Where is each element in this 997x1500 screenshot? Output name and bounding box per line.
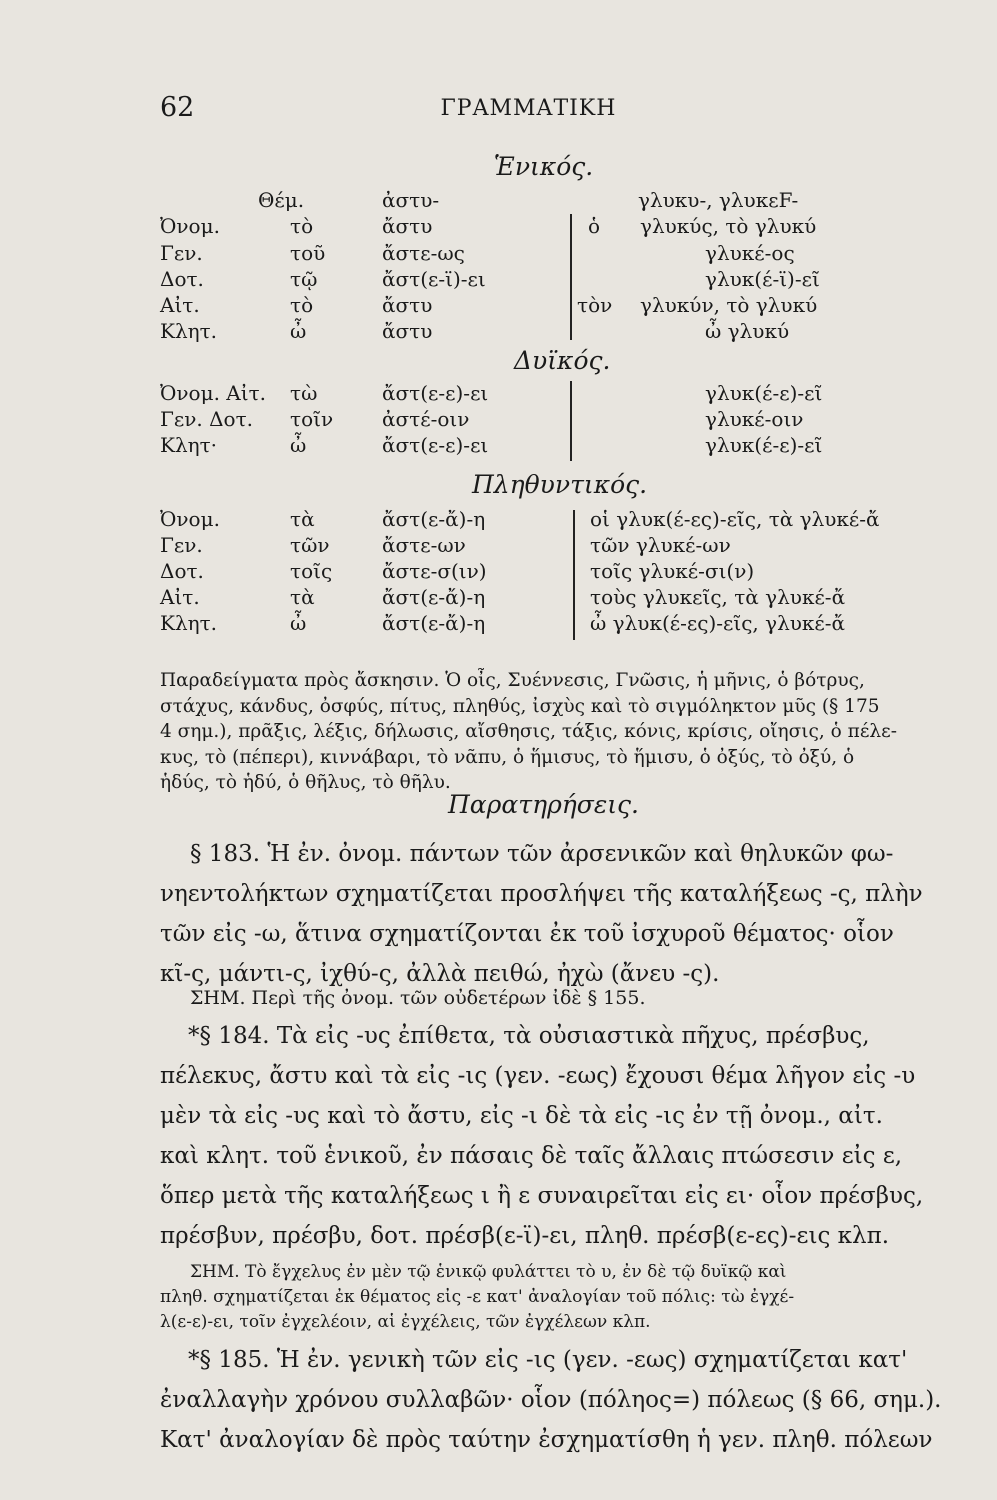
- article: τῶν: [290, 533, 330, 557]
- noun-form: ἄστ(ε-ϊ)-ει: [382, 267, 486, 291]
- article: τὼ: [290, 381, 318, 405]
- noun-form: ἄστε-ων: [382, 533, 466, 557]
- noun-form: ἄστε-ως: [382, 241, 465, 265]
- case-label: Γεν.: [160, 533, 203, 557]
- adj-form: γλυκύν, τὸ γλυκύ: [640, 293, 818, 317]
- noun-form: ἄστ(ε-ἄ)-η: [382, 507, 486, 531]
- note-184: [160, 1260, 950, 1335]
- section-dual: Δυϊκός.: [514, 346, 611, 375]
- adj-form: γλυκέ-οιν: [705, 407, 804, 431]
- article: ὦ: [290, 433, 307, 457]
- adj-form: γλυκέ-ος: [705, 241, 795, 265]
- case-label: Αἰτ.: [160, 293, 200, 317]
- text-line: ὅπερ μετὰ τῆς καταλήξεως ι ἢ ε συναιρεῖται εἰς ει· οἷον πρέσβυς,: [160, 1183, 924, 1209]
- noun-form: ἄστυ: [382, 293, 433, 317]
- case-label: Κλητ.: [160, 611, 218, 635]
- case-label: Γεν. Δοτ.: [160, 407, 254, 431]
- running-title: ΓΡΑΜΜΑΤΙΚΗ: [440, 96, 617, 121]
- adj-form: ὦ γλυκ(έ-ες)-εῖς, γλυκέ-ἄ: [590, 611, 846, 635]
- text-line: τῶν εἰς -ω, ἅτινα σχηματίζονται ἐκ τοῦ ἰσχυροῦ θέματος· οἷον: [160, 921, 894, 947]
- article: τοῖν: [290, 407, 334, 431]
- adj-form: τοῖς γλυκέ-σι(ν): [590, 559, 755, 583]
- adj-form: ὦ γλυκύ: [705, 319, 790, 343]
- adj-article: ὁ: [588, 214, 601, 238]
- noun-form: ἄστ(ε-ἄ)-η: [382, 585, 486, 609]
- text-line: πρέσβυν, πρέσβυ, δοτ. πρέσβ(ε-ϊ)-ει, πληθ. πρέσβ(ε-ες)-εις κλπ.: [160, 1223, 890, 1249]
- section-plural: Πληθυντικός.: [472, 470, 648, 499]
- text-line: ΣΗΜ. Τὸ ἔγχελυς ἐν μὲν τῷ ἑνικῷ φυλάττει τὸ υ, ἐν δὲ τῷ δυϊκῷ καὶ: [190, 1262, 787, 1282]
- noun-form: ἀστέ-οιν: [382, 407, 470, 431]
- case-label: Ὀνομ. Αἰτ.: [160, 381, 267, 405]
- case-label: Αἰτ.: [160, 585, 200, 609]
- adj-stem: γλυκυ-, γλυκεF-: [638, 188, 799, 212]
- case-label: Γεν.: [160, 241, 203, 265]
- article: ὦ: [290, 611, 307, 635]
- text-line: ΣΗΜ. Περὶ τῆς ὀνομ. τῶν οὐδετέρων ἰδὲ § 155.: [190, 987, 646, 1009]
- noun-form: ἄστ(ε-ε)-ει: [382, 381, 489, 405]
- case-label: Δοτ.: [160, 267, 204, 291]
- case-label: Ὀνομ.: [160, 214, 220, 238]
- text-line: στάχυς, κάνδυς, ὀσφύς, πίτυς, πληθύς, ἰσχὺς καὶ τὸ σιγμόληκτον μῦς (§ 175: [160, 695, 880, 717]
- article: ὦ: [290, 319, 307, 343]
- adj-form: γλυκ(έ-ϊ)-εῖ: [705, 267, 820, 291]
- noun-form: ἄστ(ε-ἄ)-η: [382, 611, 486, 635]
- article: τὸ: [290, 293, 314, 317]
- article: τὰ: [290, 507, 315, 531]
- adj-form: γλυκ(έ-ε)-εῖ: [705, 381, 823, 405]
- paragraph-185: [160, 1340, 950, 1460]
- text-line: μὲν τὰ εἰς -υς καὶ τὸ ἄστυ, εἰς -ι δὲ τὰ εἰς -ις ἐν τῇ ὀνομ., αἰτ.: [160, 1103, 883, 1129]
- paragraph-184: [160, 1016, 950, 1256]
- case-label: Δοτ.: [160, 559, 204, 583]
- adj-form: τῶν γλυκέ-ων: [590, 533, 731, 557]
- adj-form: γλυκ(έ-ε)-εῖ: [705, 433, 823, 457]
- adj-form: τοὺς γλυκεῖς, τὰ γλυκέ-ἄ: [590, 585, 846, 609]
- note-183: [160, 984, 950, 1012]
- noun-stem: ἀστυ-: [382, 188, 440, 212]
- page-number: 62: [160, 92, 195, 123]
- noun-form: ἄστυ: [382, 319, 433, 343]
- theme-label: Θέμ.: [258, 188, 305, 212]
- text-line: πέλεκυς, ἄστυ καὶ τὰ εἰς -ις (γεν. -εως) ἔχουσι θέμα λῆγον εἰς -υ: [160, 1063, 916, 1089]
- text-line: Παραδείγματα πρὸς ἄσκησιν. Ὁ οἶς, Συέννεσις, Γνῶσις, ἡ μῆνις, ὁ βότρυς,: [160, 670, 865, 691]
- adj-form: γλυκύς, τὸ γλυκύ: [640, 214, 817, 238]
- article: τὸ: [290, 214, 314, 238]
- text-line: καὶ κλητ. τοῦ ἑνικοῦ, ἐν πάσαις δὲ ταῖς ἄλλαις πτώσεσιν εἰς ε,: [160, 1143, 903, 1169]
- adj-article: τὸν: [577, 293, 613, 317]
- noun-form: ἄστε-σ(ιν): [382, 559, 487, 583]
- article: τοῖς: [290, 559, 333, 583]
- column-divider: [573, 510, 575, 640]
- column-divider: [570, 381, 572, 461]
- text-line: § 183. Ἡ ἐν. ὀνομ. πάντων τῶν ἀρσενικῶν καὶ θηλυκῶν φω-: [190, 841, 894, 867]
- text-line: κῖ-ς, μάντι-ς, ἰχθύ-ς, ἀλλὰ πειθώ, ἠχὼ (ἄνευ -ς).: [160, 961, 720, 987]
- text-line: νηεντολήκτων σχηματίζεται προσλήψει τῆς καταλήξεως -ς, πλὴν: [160, 881, 923, 907]
- paragraph-183: [160, 834, 950, 994]
- case-label: Κλητ.: [160, 319, 218, 343]
- observations-heading: Παρατηρήσεις.: [448, 790, 639, 819]
- noun-form: ἄστυ: [382, 214, 433, 238]
- text-line: *§ 184. Τὰ εἰς -υς ἐπίθετα, τὰ οὐσιαστικὰ πῆχυς, πρέσβυς,: [188, 1023, 870, 1049]
- case-label: Κλητ·: [160, 433, 218, 457]
- text-line: *§ 185. Ἡ ἐν. γενικὴ τῶν εἰς -ις (γεν. -εως) σχηματίζεται κατ': [188, 1347, 908, 1373]
- article: τὰ: [290, 585, 315, 609]
- adj-form: οἱ γλυκ(έ-ες)-εῖς, τὰ γλυκέ-ἄ: [590, 507, 880, 531]
- article: τῷ: [290, 267, 318, 291]
- noun-form: ἄστ(ε-ε)-ει: [382, 433, 489, 457]
- text-line: κυς, τὸ (πέπερι), κιννάβαρι, τὸ νᾶπυ, ὁ ἥμισυς, τὸ ἥμισυ, ὁ ὀξύς, τὸ ὀξύ, ὁ: [160, 746, 855, 768]
- text-line: 4 σημ.), πρᾶξις, λέξις, δήλωσις, αἴσθησις, τάξις, κόνις, κρίσις, οἴησις, ὁ πέλε-: [160, 721, 897, 742]
- exercise-examples: [160, 668, 950, 796]
- text-line: ἐναλλαγὴν χρόνου συλλαβῶν· οἷον (πόληος=) πόλεως (§ 66, σημ.).: [160, 1387, 942, 1413]
- text-line: Κατ' ἀναλογίαν δὲ πρὸς ταύτην ἐσχηματίσθη ἡ γεν. πληθ. πόλεων: [160, 1427, 933, 1453]
- text-line: ἡδύς, τὸ ἡδύ, ὁ θῆλυς, τὸ θῆλυ.: [160, 772, 451, 793]
- section-singular: Ἑνικός.: [493, 152, 594, 181]
- article: τοῦ: [290, 241, 326, 265]
- text-line: πληθ. σχηματίζεται ἐκ θέματος εἰς -ε κατ' ἀναλογίαν τοῦ πόλις: τὼ ἐγχέ-: [160, 1287, 795, 1307]
- case-label: Ὀνομ.: [160, 507, 220, 531]
- text-line: λ(ε-ε)-ει, τοῖν ἐγχελέοιν, αἱ ἐγχέλεις, τῶν ἐγχέλεων κλπ.: [160, 1312, 651, 1332]
- column-divider: [570, 214, 572, 340]
